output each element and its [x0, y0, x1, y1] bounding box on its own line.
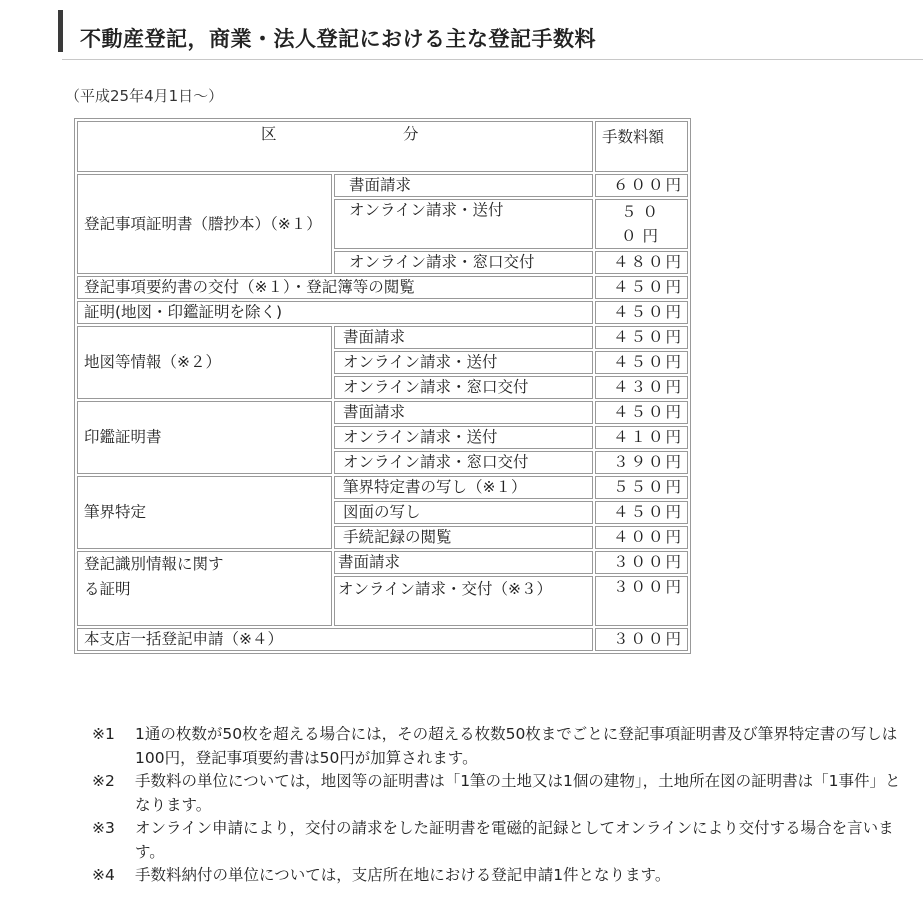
table-row: [77, 628, 688, 651]
fee-cell: ４５０円: [595, 301, 688, 324]
category-cell: 本支店一括登記申請（※４）: [77, 628, 593, 651]
header-ku: 区: [261, 125, 277, 143]
footnote-mark: ※2: [92, 772, 115, 790]
item-cell: オンライン請求・窓口交付: [334, 451, 593, 474]
category-cell: 証明(地図・印鑑証明を除く): [77, 301, 593, 324]
fee-cell: ４５０円: [595, 501, 688, 524]
table-row: [77, 551, 688, 574]
footnote-text: 手数料納付の単位については，支店所在地における登記申請1件となります。: [135, 866, 671, 884]
heading-divider: [62, 59, 923, 60]
fee-cell: ４５０円: [595, 351, 688, 374]
category-cell: 筆界特定: [77, 476, 332, 549]
footnote-text: オンライン申請により，交付の請求をした証明書を電磁的記録としてオンラインにより交付する場合を言います。: [135, 819, 894, 861]
category-text: 登記識別情報に関する証明: [84, 555, 224, 598]
item-cell: 書面請求: [334, 551, 593, 574]
footnote-mark: ※1: [92, 725, 115, 743]
fee-cell: ３９０円: [595, 451, 688, 474]
fee-cell: ４１０円: [595, 426, 688, 449]
table-row: [77, 401, 688, 424]
table-row: [77, 276, 688, 299]
item-cell: オンライン請求・送付: [334, 426, 593, 449]
table-row: [77, 476, 688, 499]
fee-cell: ４３０円: [595, 376, 688, 399]
item-cell: オンライン請求・送付: [334, 199, 593, 249]
footnotes: [92, 723, 912, 888]
fee-cell: ３００円: [595, 551, 688, 574]
fee-cell: ４５０円: [595, 326, 688, 349]
footnote: [92, 864, 912, 888]
fee-cell: ４５０円: [595, 276, 688, 299]
header-category: [77, 121, 593, 172]
fee-cell: ５５０円: [595, 476, 688, 499]
fee-table: [74, 118, 691, 654]
footnote: [92, 770, 912, 817]
category-cell: 登記事項要約書の交付（※１）・登記簿等の閲覧: [77, 276, 593, 299]
header-bun: 分: [403, 125, 419, 143]
page-heading: [58, 10, 918, 52]
page-title: 不動産登記，商業・法人登記における主な登記手数料: [80, 27, 596, 51]
item-cell: 手続記録の閲覧: [334, 526, 593, 549]
item-cell: オンライン請求・窓口交付: [334, 251, 593, 274]
category-cell: 登記事項証明書（謄抄本）（※１）: [77, 174, 332, 274]
footnote-mark: ※3: [92, 819, 115, 837]
item-cell: オンライン請求・交付（※３）: [334, 576, 593, 626]
fee-cell: ４８０円: [595, 251, 688, 274]
footnote-text: 1通の枚数が50枚を超える場合には，その超える枚数50枚までごとに登記事項証明書及び筆界特定書の写しは100円，登記事項要約書は50円が加算されます。: [135, 725, 898, 767]
fee-cell: ３００円: [595, 628, 688, 651]
item-cell: オンライン請求・送付: [334, 351, 593, 374]
table-header-row: [77, 121, 688, 172]
fee-cell: ６００円: [595, 174, 688, 197]
table-row: [77, 326, 688, 349]
table-row: [77, 301, 688, 324]
fee-value-wrapped: ５００円: [621, 203, 665, 245]
item-cell: 書面請求: [334, 401, 593, 424]
header-fee: 手数料額: [595, 121, 688, 172]
category-cell: 印鑑証明書: [77, 401, 332, 474]
fee-cell: ４００円: [595, 526, 688, 549]
item-cell: 筆界特定書の写し（※１）: [334, 476, 593, 499]
fee-cell: ４５０円: [595, 401, 688, 424]
table-row: [77, 174, 688, 197]
item-cell: 書面請求: [334, 174, 593, 197]
footnote: [92, 817, 912, 864]
fee-cell: [595, 199, 688, 249]
item-cell: 図面の写し: [334, 501, 593, 524]
footnote-text: 手数料の単位については，地図等の証明書は「1筆の土地又は1個の建物」，土地所在図の証明書は「1事件」となります。: [135, 772, 901, 814]
footnote-mark: ※4: [92, 866, 115, 884]
effective-date: （平成25年4月1日～）: [65, 87, 224, 105]
footnote: [92, 723, 912, 770]
item-cell: 書面請求: [334, 326, 593, 349]
category-cell: [77, 551, 332, 626]
category-cell: 地図等情報（※２）: [77, 326, 332, 399]
item-cell: オンライン請求・窓口交付: [334, 376, 593, 399]
fee-cell: ３００円: [595, 576, 688, 626]
